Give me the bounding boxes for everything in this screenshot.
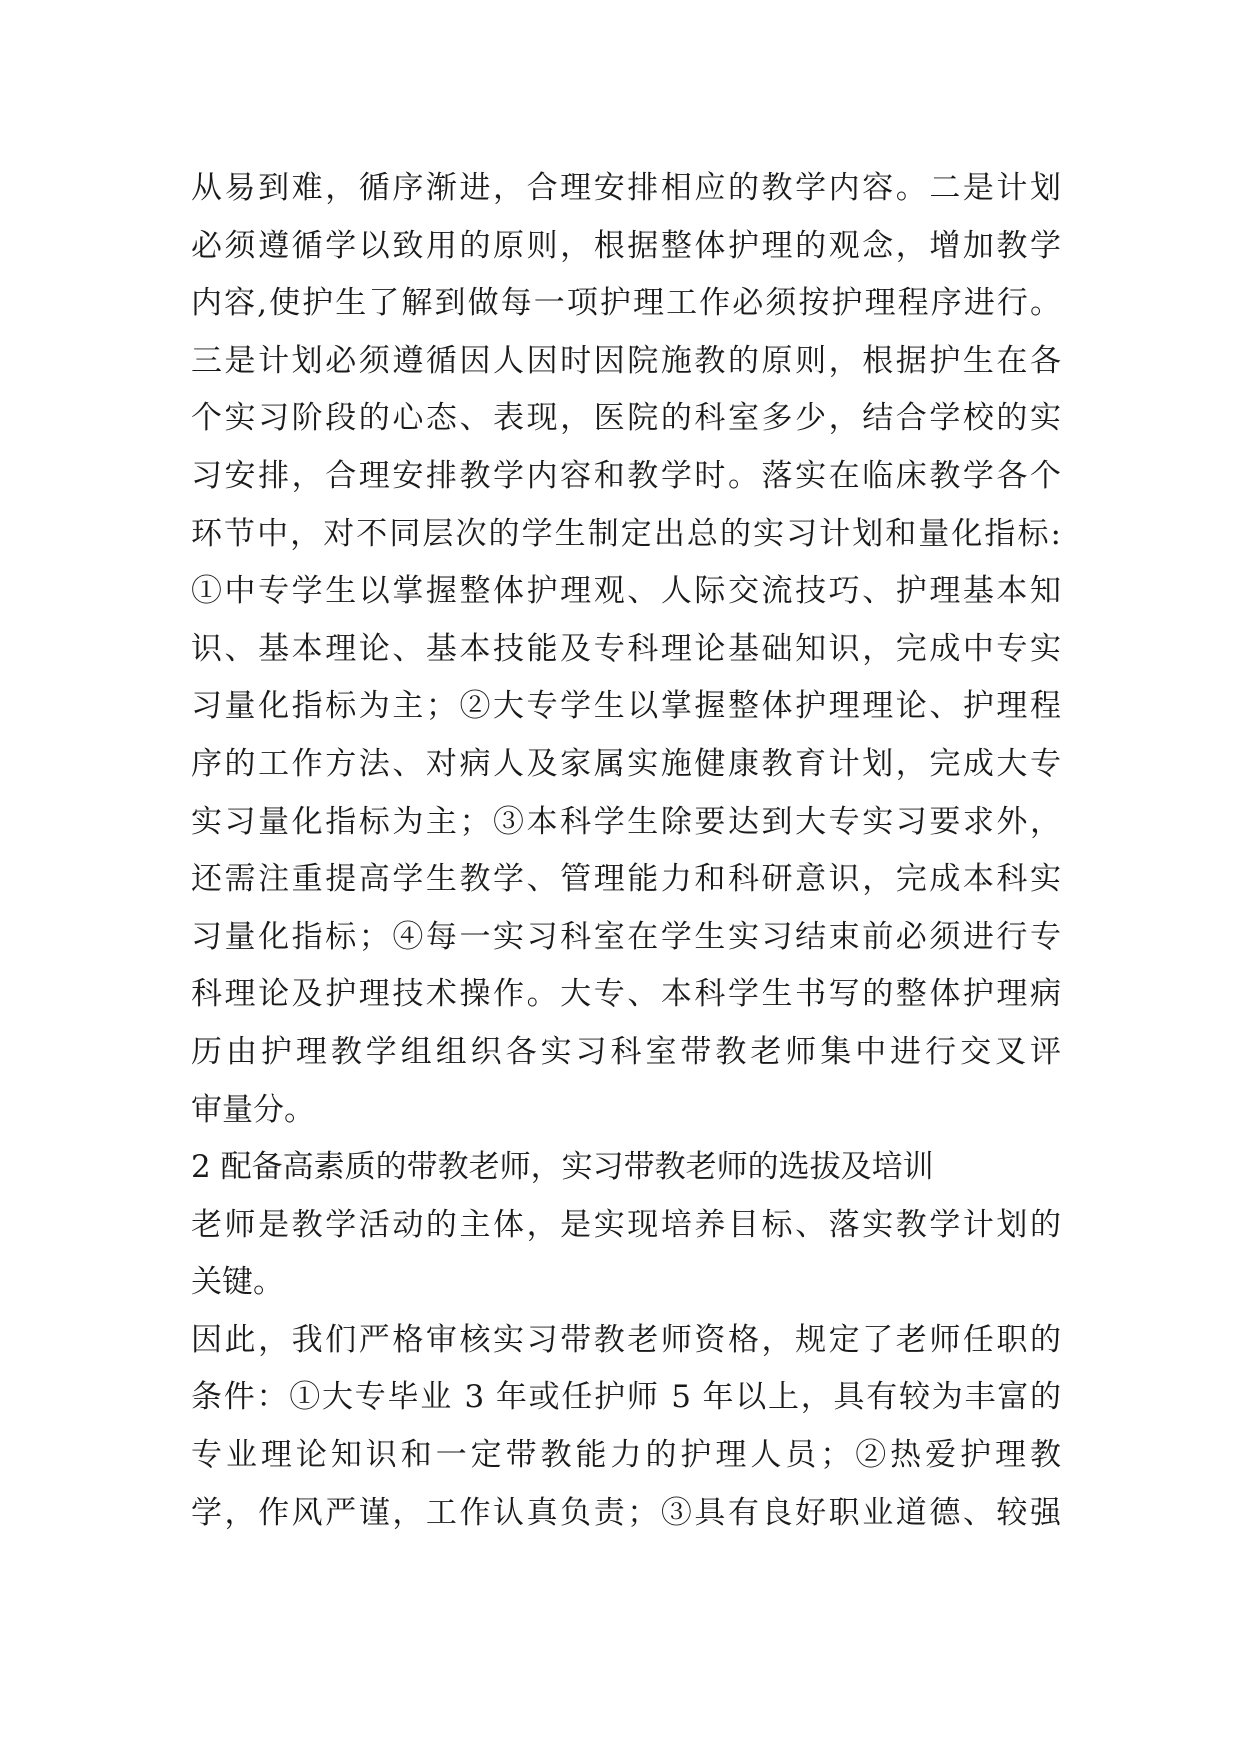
text-line: 关键。 <box>191 1264 284 1301</box>
text-line: 条件：①大专毕业 3 年或任护师 5 年以上，具有较为丰富的 <box>191 1379 1061 1416</box>
text-line: 环节中，对不同层次的学生制定出总的实习计划和量化指标: <box>191 515 1061 552</box>
text-line: 习安排，合理安排教学内容和教学时。落实在临床教学各个 <box>191 457 1061 494</box>
text-line: 专业理论知识和一定带教能力的护理人员；②热爱护理教 <box>191 1437 1061 1474</box>
text-line: 习量化指标；④每一实习科室在学生实习结束前必须进行专 <box>191 918 1061 955</box>
text-line: 科理论及护理技术操作。大专、本科学生书写的整体护理病 <box>191 976 1061 1013</box>
text-line: 必须遵循学以致用的原则，根据整体护理的观念，增加教学 <box>191 227 1061 264</box>
body-text <box>191 160 1061 1542</box>
text-line: 从易到难，循序渐进，合理安排相应的教学内容。二是计划 <box>191 170 1061 206</box>
text-line: 学，作风严谨，工作认真负责；③具有良好职业道德、较强 <box>191 1494 1061 1531</box>
text-line: 实习量化指标为主；③本科学生除要达到大专实习要求外， <box>191 803 1061 840</box>
text-line: 识、基本理论、基本技能及专科理论基础知识，完成中专实 <box>191 630 1061 667</box>
text-line: 习量化指标为主；②大专学生以掌握整体护理理论、护理程 <box>191 688 1061 725</box>
text-line: 还需注重提高学生教学、管理能力和科研意识，完成本科实 <box>191 861 1061 898</box>
text-line: 三是计划必须遵循因人因时因院施教的原则，根据护生在各 <box>191 342 1061 379</box>
text-line: 审量分。 <box>191 1091 315 1128</box>
text-line: 内容,使护生了解到做每一项护理工作必须按护理程序进行。 <box>191 285 1061 322</box>
text-line: 序的工作方法、对病人及家属实施健康教育计划，完成大专 <box>191 745 1061 782</box>
text-line: ①中专学生以掌握整体护理观、人际交流技巧、护理基本知 <box>191 573 1061 610</box>
text-line: 个实习阶段的心态、表现，医院的科室多少，结合学校的实 <box>191 400 1061 437</box>
text-line: 老师是教学活动的主体，是实现培养目标、落实教学计划的 <box>191 1206 1061 1243</box>
section-heading: 2 配备高素质的带教老师，实习带教老师的选拔及培训 <box>191 1149 934 1186</box>
text-line: 因此，我们严格审核实习带教老师资格，规定了老师任职的 <box>191 1321 1061 1358</box>
text-line: 历由护理教学组组织各实习科室带教老师集中进行交叉评 <box>191 1033 1061 1070</box>
